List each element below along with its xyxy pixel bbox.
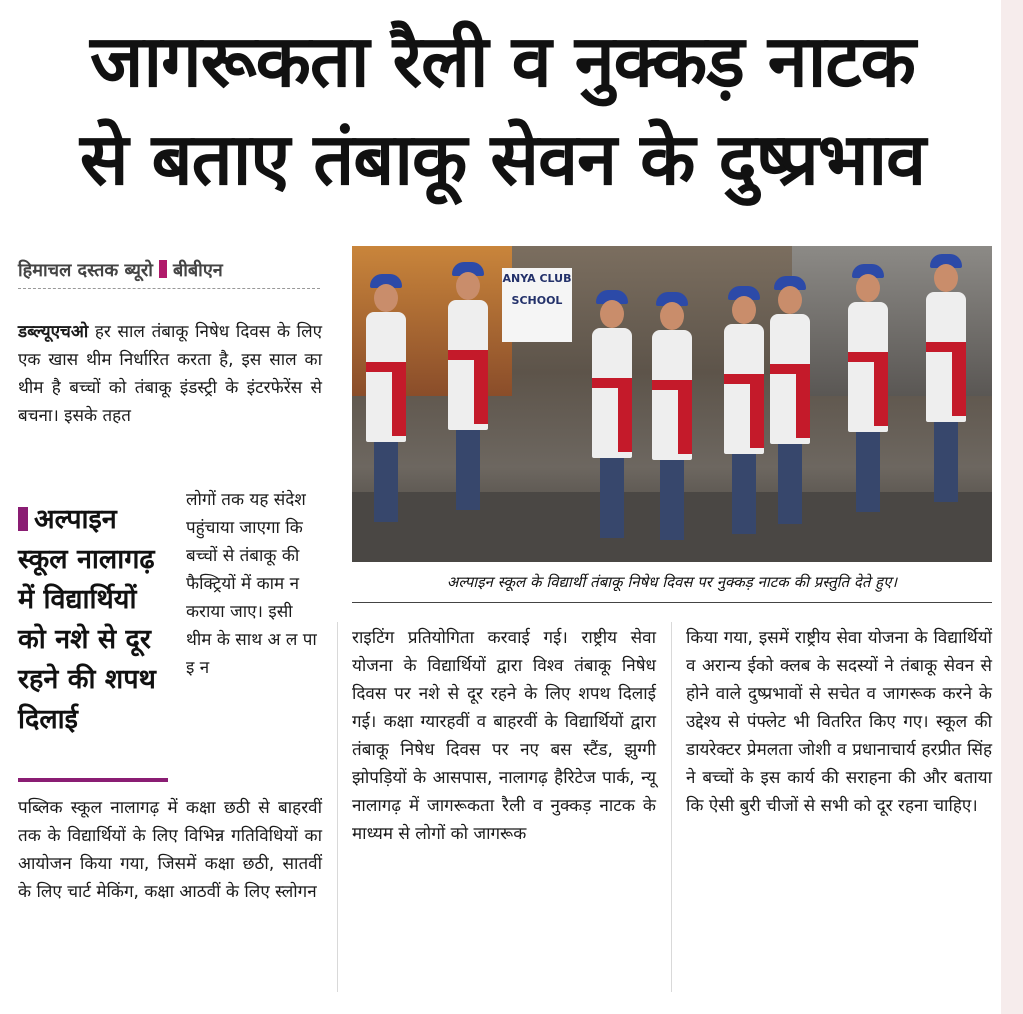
article-intro bbox=[18, 318, 322, 430]
headline-line-1: जागरूकता रैली व नुक्कड़ नाटक bbox=[90, 19, 915, 103]
club-board: ANYA CLUB SCHOOL bbox=[502, 268, 572, 342]
article-intro-text: हर साल तंबाकू निषेध दिवस के लिए एक खास थीम निर्धारित करता है, इस साल का थीम है बच्चों को तंबाकू इंडस्ट्री के इंटरफेरेंस से बचना। इसके तहत bbox=[18, 322, 323, 426]
student-figure bbox=[652, 292, 692, 532]
headline-line-2: से बताए तंबाकू सेवन के दुष्प्रभाव bbox=[79, 117, 926, 201]
student-figure bbox=[448, 262, 488, 532]
article-col1-bottom: पब्लिक स्कूल नालागढ़ में कक्षा छठी से बाहरवीं तक के विद्यार्थियों के लिए विभिन्न गतिविधियों का आयोजन किया गया, जिसमें कक्षा छठी, सातवीं के लिए चार्ट मेकिंग, कक्षा आठवीं के लिए स्लोगन bbox=[18, 798, 322, 902]
column-divider bbox=[671, 622, 672, 992]
byline-source: हिमाचल दस्तक ब्यूरो bbox=[18, 260, 153, 281]
highlight-bullet-icon bbox=[18, 507, 28, 531]
byline bbox=[18, 258, 320, 289]
page-edge-strip bbox=[1001, 0, 1023, 1014]
byline-separator-icon bbox=[159, 260, 167, 278]
article-col3: किया गया, इसमें राष्ट्रीय सेवा योजना के विद्यार्थियों व अरान्य ईको क्लब के सदस्यों ने तंबाकू सेवन से होने वाले दुष्प्रभावों से सचेत व जागरूक करने के उद्देश्य से पंफ्लेट भी वितरित किए गए। स्कूल की डायरेक्टर प्रेमलता जोशी व प्रधानाचार्य हरप्रीत सिंह ने बच्चों के इस कार्य की सराहना की और बताया कि ऐसी बुरी चीजों से सभी को दूर रहना चाहिए। bbox=[686, 628, 992, 816]
news-photo bbox=[352, 246, 992, 562]
article-lead-word: डब्ल्यूएचओ bbox=[18, 322, 89, 342]
article-narrow-column: लोगों तक यह संदेश पहुंचाया जाएगा कि बच्चों से तंबाकू की फैक्ट्रियों में काम न कराया जाए। इसी थीम के साथ अ ल पा इ न bbox=[186, 490, 317, 678]
student-figure bbox=[724, 286, 764, 536]
student-figure bbox=[926, 254, 966, 534]
student-figure bbox=[366, 274, 406, 534]
highlight-text: अल्पाइन स्कूल नालागढ़ में विद्यार्थियों को नशे से दूर रहने की शपथ दिलाई bbox=[18, 504, 156, 735]
byline-location: बीबीएन bbox=[172, 260, 223, 281]
photo-caption: अल्पाइन स्कूल के विद्यार्थी तंबाकू निषेध दिवस पर नुक्कड़ नाटक की प्रस्तुति देते हुए। bbox=[352, 572, 992, 603]
highlight-box bbox=[18, 500, 168, 782]
article-col2: राइटिंग प्रतियोगिता करवाई गई। राष्ट्रीय सेवा योजना के विद्यार्थियों द्वारा विश्व तंबाकू निषेध दिवस पर नशे से दूर रहने के लिए शपथ दिलाई गई। कक्षा ग्यारहवीं व बाहरवीं के विद्यार्थियों द्वारा तंबाकू निषेध दिवस पर नए बस स्टैंड, झुग्गी झोपड़ियों के आसपास, नालागढ़ हैरिटेज पार्क, न्यू नालागढ़ में जागरूकता रैली व नुक्कड़ नाटक के माध्यम से लोगों को जागरूक bbox=[352, 628, 656, 844]
student-figure bbox=[848, 264, 888, 534]
column-divider bbox=[337, 622, 338, 992]
student-figure bbox=[592, 290, 632, 530]
student-figure bbox=[770, 276, 810, 536]
